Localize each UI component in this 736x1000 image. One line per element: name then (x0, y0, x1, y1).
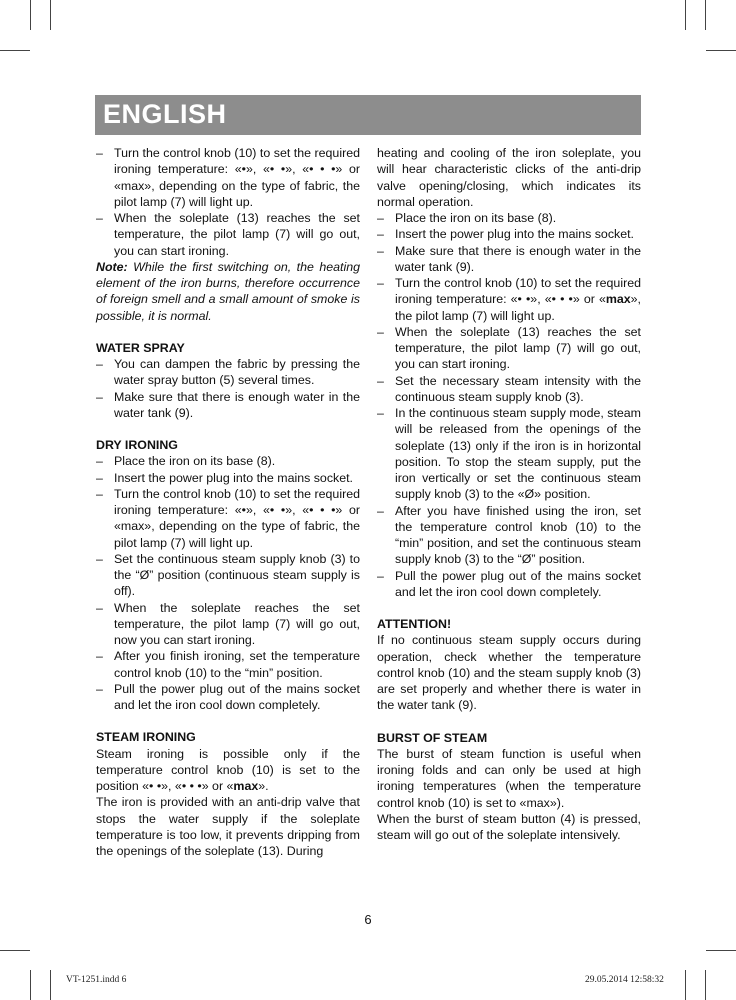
crop-mark (705, 0, 706, 30)
list-item: – Turn the control knob (10) to set the required ironing temperature: «•», «• •», «• • •» or «max», depending on the type of fabric, the pilot lamp (7) will light up. (96, 146, 360, 209)
crop-mark (50, 0, 51, 30)
section-heading-attention: ATTENTION! (377, 617, 452, 631)
page-number: 6 (364, 912, 372, 927)
list-item: – In the continuous steam supply mode, steam will be released from the openings of the soleplate (13) only if the iron is in horizontal position. To stop the steam supply, put the iron vertically or set the continuous steam supply knob (3) to the «Ø» position. (377, 406, 641, 502)
header-title: ENGLISH (103, 99, 227, 129)
list-item: – Place the iron on its base (8). (96, 454, 276, 469)
list-item: – After you have finished using the iron, set the temperature control knob (10) to the “min” position, and set the continuous steam supply knob (3) to the “Ø” position. (377, 503, 641, 567)
list-item: – Set the necessary steam intensity with the continuous steam supply knob (3). (377, 373, 641, 404)
paragraph: If no continuous steam supply occurs during operation, check whether the temperature control knob (10) and the steam supply knob (3) are set properly and whether there is water in the water tank (9). (377, 633, 641, 713)
crop-mark (30, 0, 31, 30)
left-column (96, 145, 360, 859)
paragraph: The iron is provided with an anti-drip valve that stops the water supply if the soleplate temperature is too low, it prevents dripping from the openings of the soleplate (13). During (96, 795, 360, 858)
list-item: – Insert the power plug into the mains socket. (377, 227, 634, 242)
list-item: – Turn the control knob (10) to set the required ironing temperature: «•», «• •», «• • •» or «max», depending on the type of fabric, the pilot lamp (7) will light up. (96, 486, 360, 550)
list-item: – When the soleplate reaches the set temperature, the pilot lamp (7) will go out, now you can start ironing. (96, 600, 360, 647)
crop-mark (0, 950, 30, 951)
section-heading-burst-of-steam: BURST OF STEAM (377, 730, 488, 745)
list-item: – Insert the power plug into the mains socket. (96, 470, 353, 485)
crop-mark (685, 970, 686, 1000)
list-item: – Place the iron on its base (8). (377, 211, 557, 225)
paragraph: The burst of steam function is useful when ironing folds and can only be used at high ironing temperatures (when the temperature control knob (10) is set to «max»). (377, 746, 641, 810)
note-label: Note: (96, 259, 128, 274)
language-header (95, 95, 641, 135)
paragraph: Steam ironing is possible only if the temperature control knob (10) is set to the position «• •», «• • •» or «max». (96, 746, 360, 793)
paragraph: heating and cooling of the iron soleplate, you will hear characteristic clicks of the anti-drip valve opening/closing, which indicates its normal operation. (377, 146, 641, 209)
crop-mark (706, 50, 736, 51)
list-item: – When the soleplate (13) reaches the set temperature, the pilot lamp (7) will go out, you can start ironing. (377, 324, 641, 372)
section-heading-dry-ironing: DRY IRONING (96, 438, 178, 452)
note-paragraph: Note: While the first switching on, the heating element of the iron burns, therefore occurrence of foreign smell and a small amount of smoke is possible, it is normal. (96, 259, 360, 323)
crop-mark (0, 50, 30, 51)
list-item: – After you finish ironing, set the temperature control knob (10) to the “min” position. (96, 649, 360, 680)
list-item: – Make sure that there is enough water in the water tank (9). (377, 243, 641, 274)
section-heading-water-spray: WATER SPRAY (96, 340, 185, 355)
footer-timestamp: 29.05.2014 12:58:32 (585, 975, 664, 985)
paragraph: When the burst of steam button (4) is pressed, steam will go out of the soleplate intensively. (377, 811, 641, 842)
footer-file-info: VT-1251.indd 6 (66, 975, 127, 985)
list-item: – Pull the power plug out of the mains socket and let the iron cool down completely. (96, 681, 360, 712)
crop-mark (706, 950, 736, 951)
list-item: – When the soleplate (13) reaches the set temperature, the pilot lamp (7) will go out, you can start ironing. (96, 211, 360, 258)
section-heading-steam-ironing: STEAM IRONING (96, 730, 196, 745)
list-item: – You can dampen the fabric by pressing the water spray button (5) several times. (96, 357, 360, 388)
crop-mark (685, 0, 686, 30)
list-item: – Set the continuous steam supply knob (3) to the “Ø” position (continuous steam supply is off). (96, 551, 360, 599)
crop-mark (705, 970, 706, 1000)
right-column (377, 145, 641, 843)
list-item: – Pull the power plug out of the mains socket and let the iron cool down completely. (377, 568, 641, 599)
list-item: – Turn the control knob (10) to set the required ironing temperature: «• •», «• • •» or «max», the pilot lamp (7) will light up. (377, 276, 641, 323)
list-item: – Make sure that there is enough water in the water tank (9). (96, 389, 360, 420)
crop-mark (50, 970, 51, 1000)
crop-mark (30, 970, 31, 1000)
